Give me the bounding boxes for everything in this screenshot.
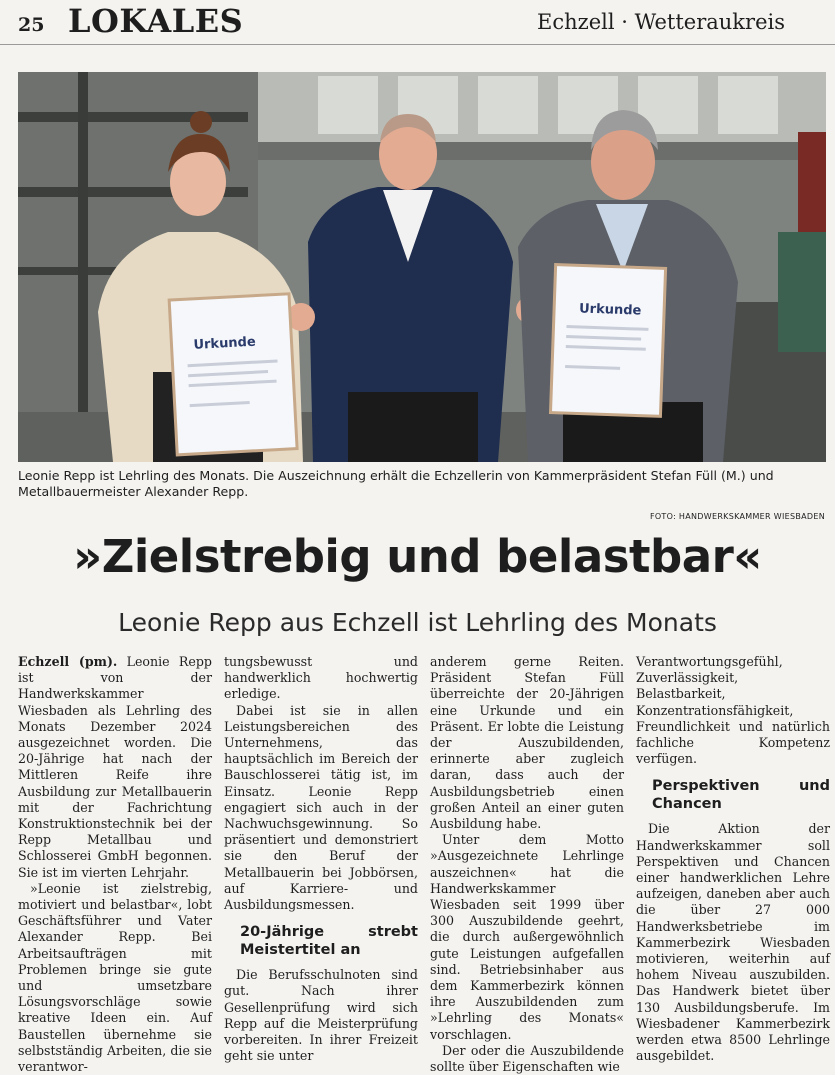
paragraph: »Leonie ist zielstrebig, motiviert und belastbar«, lobt Geschäftsführer und Vater Alexander Repp. Bei Arbeitsaufträgen mit Problemen bringe sie gute und umsetzbare Lösungsvorschläge sowie kreative Ideen ein. Auf Baustellen übernehme sie selbstständig Arbeiten, die sie verantwor- (18, 880, 212, 1075)
paragraph-text: Leonie Repp ist von der Handwerkskammer Wiesbaden als Lehrling des Monats Dezember 2024 ausgezeichnet worden. Die 20-Jährige hat nach der Mittleren Reife ihre Ausbildung zur Metallbauerin mit der Fachrichtung Konstruktionstechnik bei der Repp Metallbau und Schlosserei GmbH begonnen. Sie ist im vierten Lehrjahr. (18, 654, 212, 880)
certificate-title-right: Urkunde (578, 301, 642, 319)
subheading: 20-Jährige strebt Meistertitel an (240, 924, 418, 959)
photo-credit: FOTO: HANDWERKSKAMMER WIESBADEN (649, 512, 825, 521)
dateline: Echzell (pm). (18, 654, 118, 669)
paragraph: anderem gerne Reiten. Präsident Stefan Füll überreichte der 20-Jährigen eine Urkunde und ein Präsent. Er lobte die Leistung der Auszubildenden, erinnerte aber zugleich daran, dass auch der Ausbildungsbetrieb einen großen Anteil an einer guten Ausbildung habe. (430, 654, 624, 832)
paragraph: Die Aktion der Handwerkskammer soll Perspektiven und Chancen einer handwerklichen Lehre aufzeigen, daneben aber auch die über 27 000 Handwerksbetriebe im Kammerbezirk Wiesbaden motivieren, weiterhin auf hohem Niveau auszubilden. Das Handwerk bietet über 130 Ausbildungsberufe. Im Wiesbadener Kammerbezirk werden etwa 8500 Lehrlinge ausgebildet. (636, 821, 830, 1064)
paragraph: Unter dem Motto »Ausgezeichnete Lehrlinge auszeichnen« hat die Handwerkskammer Wiesbaden seit 1999 über 300 Auszubildende geehrt, die durch außergewöhnlich gute Leistungen aufgefallen sind. Betriebsinhaber aus dem Kammerbezirk können ihre Auszubildenden zum »Lehrling des Monats« vorschlagen. (430, 832, 624, 1042)
paragraph: Verantwortungsgefühl, Zuverlässigkeit, Belastbarkeit, Konzentrationsfähigkeit, Freundlichkeit und natürlich fachliche Kompetenz verfügen. (636, 654, 830, 767)
certificate-title-left: Urkunde (193, 334, 257, 353)
section-title: LOKALES (68, 2, 244, 40)
page-number: 25 (18, 14, 45, 36)
paragraph (18, 654, 212, 881)
subheading: Perspektiven und Chancen (652, 778, 830, 813)
article-headline: »Zielstrebig und belastbar« (73, 530, 762, 583)
article-column-2 (224, 654, 418, 1064)
photo-illustration (18, 72, 826, 462)
paragraph: Der oder die Auszubildende sollte über Eigenschaften wie (430, 1042, 624, 1075)
region-label: Echzell · Wetteraukreis (537, 10, 785, 34)
article-column-4 (636, 654, 830, 1064)
page-header (0, 0, 835, 45)
paragraph: Die Berufsschulnoten sind gut. Nach ihrer Gesellenprüfung wird sich Repp auf die Meisterprüfung vorbereiten. In ihrer Freizeit geht sie unter (224, 967, 418, 1064)
article-photo (18, 72, 826, 462)
paragraph: tungsbewusst und handwerklich hochwertig erledige. (224, 654, 418, 702)
paragraph: Dabei ist sie in allen Leistungsbereichen des Unternehmens, das hauptsächlich im Bereich der Bauschlosserei tätig ist, im Einsatz. Leonie Repp engagiert sich auch in der Nachwuchsgewinnung. So präsentiert und demonstriert sie den Beruf der Metallbauerin bei Jobbörsen, auf Karriere- und Ausbildungsmessen. (224, 702, 418, 913)
article-subheadline: Leonie Repp aus Echzell ist Lehrling des Monats (118, 608, 717, 637)
photo-caption: Leonie Repp ist Lehrling des Monats. Die Auszeichnung erhält die Echzellerin von Kammerpräsident Stefan Füll (M.) und Metallbauermeister Alexander Repp. (18, 468, 774, 499)
